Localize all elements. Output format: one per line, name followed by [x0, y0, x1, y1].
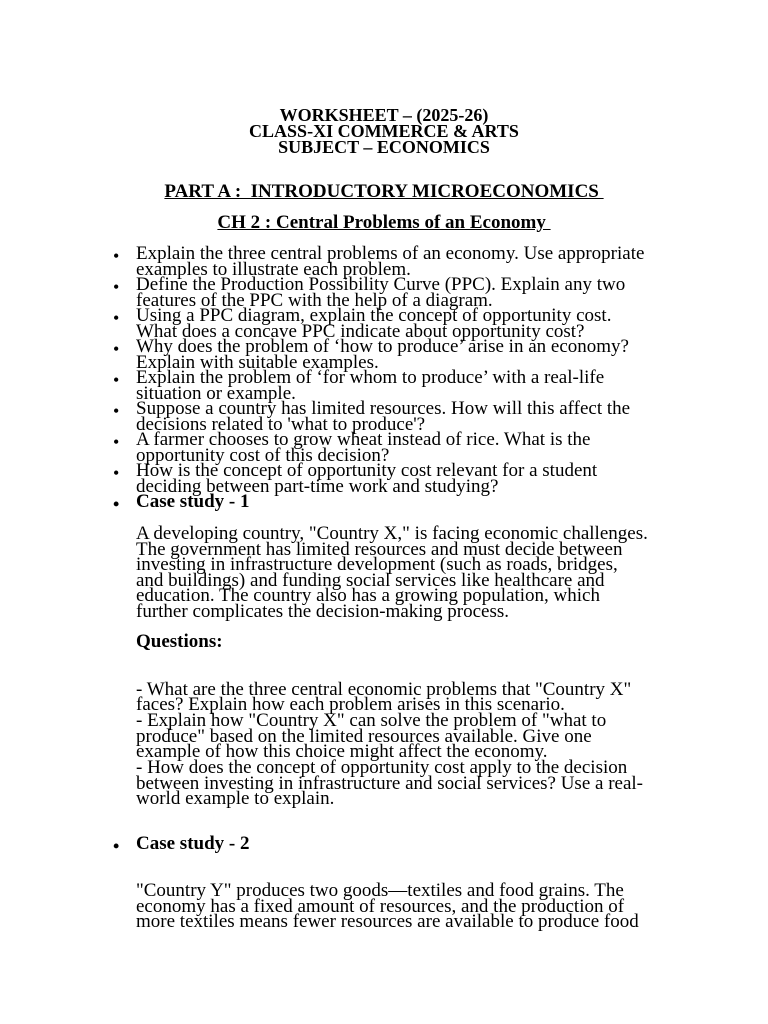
case-question-3-line3: world example to explain.: [136, 788, 335, 809]
bullet-marker: •: [113, 432, 120, 452]
bullet-marker: •: [113, 836, 120, 856]
question-6: [136, 398, 681, 435]
subject-line: SUBJECT – ECONOMICS: [278, 137, 490, 157]
question-4-line1: Why does the problem of ‘how to produce’ arise in an economy?: [136, 336, 629, 357]
case-study-1-line: and buildings) and funding social services like healthcare and: [136, 569, 605, 591]
bullet-marker: •: [113, 463, 120, 483]
question-1: [136, 243, 681, 280]
question-7-line1: A farmer chooses to grow wheat instead of rice. What is the: [136, 429, 591, 450]
case-study-1-line: education. The country also has a growing population, which: [136, 585, 600, 606]
case-study-1-line: investing in infrastructure development (such as roads, bridges,: [136, 554, 618, 575]
question-7-line2: opportunity cost of this decision?: [136, 445, 390, 466]
questions-heading: Questions:: [136, 631, 223, 652]
case-question-1-line1: - What are the three central economic problems that "Country X": [136, 679, 632, 700]
case-study-1-line: A developing country, "Country X," is facing economic challenges.: [136, 523, 648, 544]
case-study-2-paragraph: [136, 880, 696, 932]
bullet-marker: •: [113, 246, 120, 266]
case-study-1-line: further complicates the decision-making process.: [136, 600, 510, 622]
bullet-marker: •: [113, 401, 120, 421]
question-7: [136, 429, 681, 466]
case-question-2-line1: - Explain how "Country X" can solve the problem of "what to: [136, 710, 607, 731]
question-3-line1: Using a PPC diagram, explain the concept of opportunity cost.: [136, 305, 612, 326]
worksheet-header: [0, 107, 768, 155]
question-5-line2: situation or example.: [136, 383, 296, 404]
bullet-marker: •: [113, 339, 120, 359]
class-line: CLASS-XI COMMERCE & ARTS: [249, 121, 519, 141]
bullet-marker: •: [113, 308, 120, 328]
case-question-3-line1: - How does the concept of opportunity cost apply to the decision: [136, 757, 628, 778]
case-study-1-paragraph: [136, 523, 696, 622]
question-4-line2: Explain with suitable examples.: [136, 352, 379, 373]
part-title: PART A : INTRODUCTORY MICROECONOMICS: [164, 181, 604, 202]
question-3-line2: What does a concave PPC indicate about opportunity cost?: [136, 321, 585, 342]
question-5-line1: Explain the problem of ‘for whom to produce’ with a real-life: [136, 367, 605, 388]
bullet-marker: •: [113, 494, 120, 514]
case-question-2-line2: produce" based on the limited resources available. Give one: [136, 726, 592, 747]
worksheet-title: WORKSHEET – (2025-26): [279, 105, 489, 125]
question-1-line2: examples to illustrate each problem.: [136, 259, 411, 280]
question-4: [136, 336, 681, 373]
question-8-line1: How is the concept of opportunity cost relevant for a student: [136, 460, 598, 481]
case-study-2-heading: Case study - 2: [136, 833, 250, 854]
question-6-line1: Suppose a country has limited resources. How will this affect the: [136, 398, 631, 419]
question-1-line1: Explain the three central problems of an economy. Use appropriate: [136, 243, 645, 264]
question-3: [136, 305, 681, 342]
case-question-3-line2: between investing in infrastructure and social services? Use a real-: [136, 773, 643, 794]
case-study-1-heading: Case study - 1: [136, 491, 250, 512]
case-question-1-line2: faces? Explain how each problem arises in this scenario.: [136, 694, 565, 715]
question-5: [136, 367, 681, 404]
question-6-line2: decisions related to 'what to produce'?: [136, 414, 426, 435]
case-study-2-line: economy has a fixed amount of resources, and the production of: [136, 895, 625, 917]
question-8-line2: deciding between part-time work and studying?: [136, 476, 499, 497]
bullet-marker: •: [113, 277, 120, 297]
case-question-2-line3: example of how this choice might affect the economy.: [136, 741, 548, 762]
chapter-title: CH 2 : Central Problems of an Economy: [217, 212, 551, 233]
case-study-2-line: "Country Y" produces two goods—textiles and food grains. The: [136, 880, 624, 901]
question-2-line2: features of the PPC with the help of a diagram.: [136, 290, 493, 311]
case-study-2-line: more textiles means fewer resources are available to produce food: [136, 911, 639, 932]
case-study-1-line: The government has limited resources and must decide between: [136, 538, 623, 560]
question-2: [136, 274, 681, 311]
question-2-line1: Define the Production Possibility Curve (PPC). Explain any two: [136, 274, 626, 295]
bullet-marker: •: [113, 370, 120, 390]
